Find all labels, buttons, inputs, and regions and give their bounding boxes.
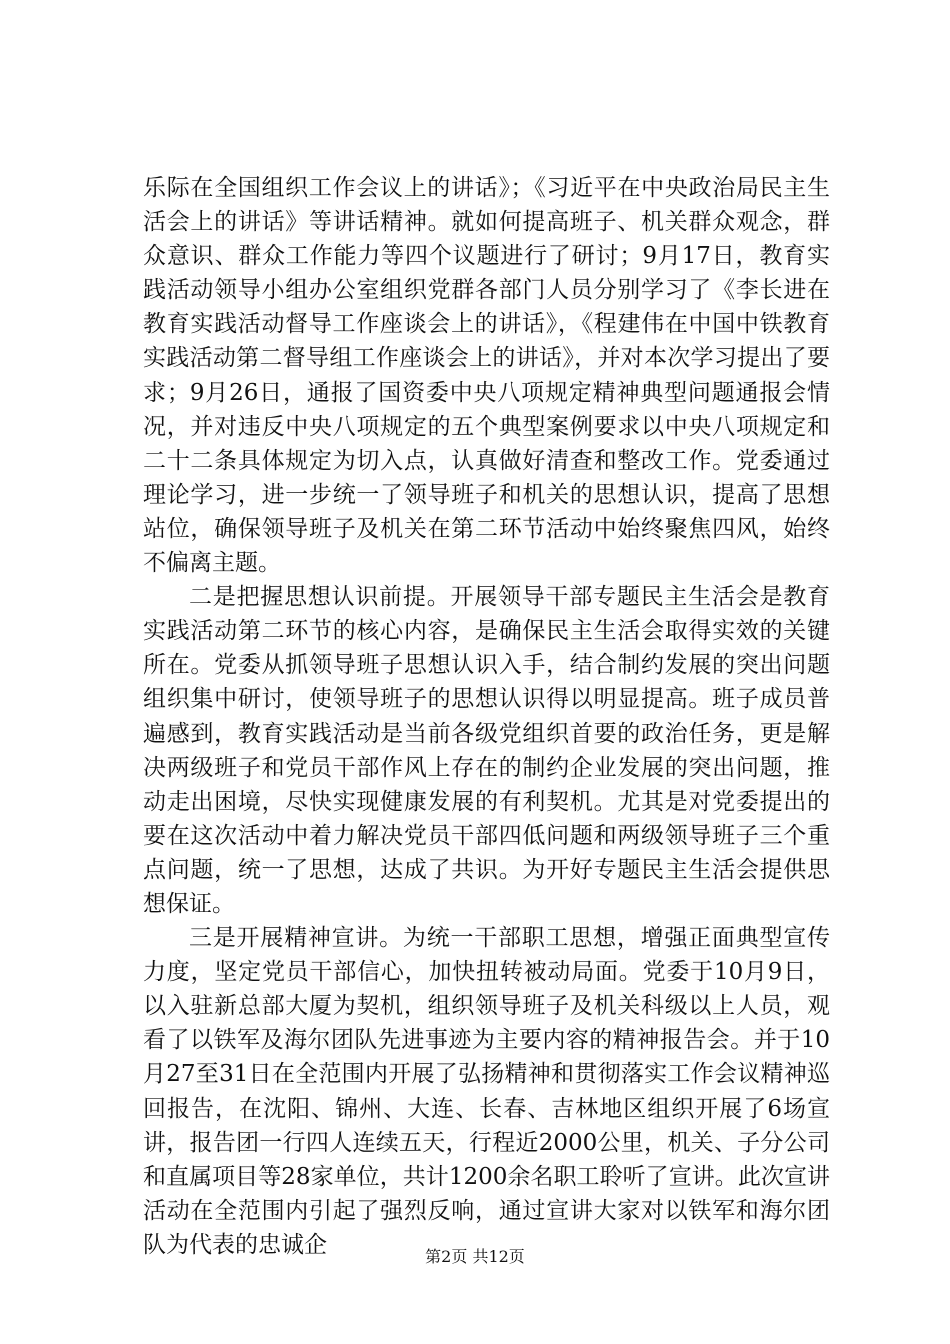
paragraph-2: 二是把握思想认识前提。开展领导干部专题民主生活会是教育实践活动第二环节的核心内容，是确保民主生活会取得实效的关键所在。党委从抓领导班子思想认识入手，结合制约发展的突出问题组织集中研讨，使领导班子的思想认识得以明显提高。班子成员普遍感到，教育实践活动是当前各级党组织首要的政治任务，更是解决两级班子和党员干部作风上存在的制约企业发展的突出问题，推动走出困境，尽快实现健康发展的有利契机。尤其是对党委提出的要在这次活动中着力解决党员干部四低问题和两级领导班子三个重点问题，统一了思想，达成了共识。为开好专题民主生活会提供思想保证。	[143, 584, 830, 917]
page-footer: 第2页 共12页	[425, 1247, 525, 1266]
document-body	[143, 171, 830, 1262]
paragraph-1: 乐际在全国组织工作会议上的讲话》；《习近平在中央政治局民主生活会上的讲话》等讲话精神。就如何提高班子、机关群众观念，群众意识、群众工作能力等四个议题进行了研讨；9月17日，教育实践活动领导小组办公室组织党群各部门人员分别学习了《李长进在教育实践活动督导工作座谈会上的讲话》，《程建伟在中国中铁教育实践活动第二督导组工作座谈会上的讲话》，并对本次学习提出了要求；9月26日，通报了国资委中央八项规定精神典型问题通报会情况，并对违反中央八项规定的五个典型案例要求以中央八项规定和二十二条具体规定为切入点，认真做好清查和整改工作。党委通过理论学习，进一步统一了领导班子和机关的思想认识，提高了思想站位，确保领导班子及机关在第二环节活动中始终聚焦四风，始终不偏离主题。	[143, 175, 830, 577]
paragraph-3: 三是开展精神宣讲。为统一干部职工思想，增强正面典型宣传力度，坚定党员干部信心，加快扭转被动局面。党委于10月9日，以入驻新总部大厦为契机，组织领导班子及机关科级以上人员，观看了以铁军及海尔团队先进事迹为主要内容的精神报告会。并于10月27至31日在全范围内开展了弘扬精神和贯彻落实工作会议精神巡回报告，在沈阳、锦州、大连、长春、吉林地区组织开展了6场宣讲，报告团一行四人连续五天，行程近2000公里，机关、子分公司和直属项目等28家单位，共计1200余名职工聆听了宣讲。此次宣讲活动在全范围内引起了强烈反响，通过宣讲大家对以铁军和海尔团队为代表的忠诚企	[143, 925, 830, 1258]
